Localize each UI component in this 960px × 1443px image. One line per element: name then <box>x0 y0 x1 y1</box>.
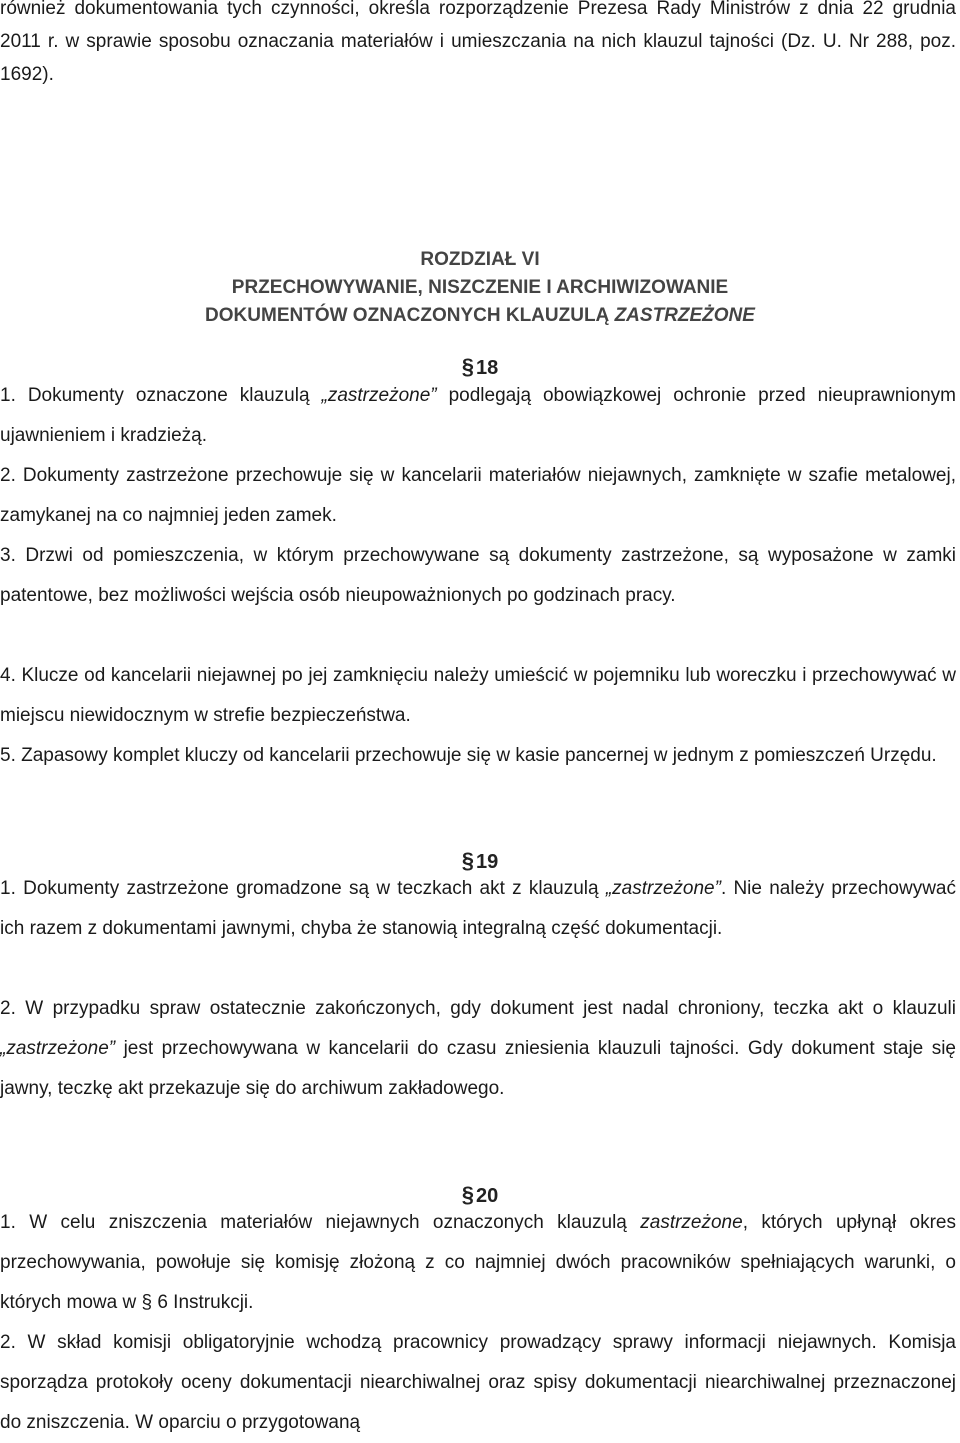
chapter-number: ROZDZIAŁ VI <box>420 249 540 270</box>
chapter-title-italic: ZASTRZEŻONE <box>614 305 755 326</box>
section-18-point-2: 2. Dokumenty zastrzeżone przechowuje się w kancelarii materiałów niejawnych, zamknięte w szafie metalowej, zamykanej na co najmniej jeden zamek. <box>0 465 956 526</box>
section-18-point-5: 5. Zapasowy komplet kluczy od kancelarii przechowuje się w kasie pancernej w jednym z pomieszczeń Urzędu. <box>0 745 937 766</box>
section-19-point-1: 1. Dokumenty zastrzeżone gromadzone są w teczkach akt z klauzulą „zastrzeżone”. Nie należy przechowywać ich razem z dokumentami jawnymi, chyba że stanowią integralną część dokumentacji. <box>0 878 956 939</box>
chapter-title-plain: DOKUMENTÓW OZNACZONYCH KLAUZULĄ <box>205 305 615 326</box>
section-20-point-1: 1. W celu zniszczenia materiałów niejawnych oznaczonych klauzulą zastrzeżone, których upłynął okres przechowywania, powołuje się komisję złożoną z co najmniej dwóch pracowników spełniających warunki, o których mowa w § 6 Instrukcji. <box>0 1212 956 1313</box>
section-18-point-3: 3. Drzwi od pomieszczenia, w którym przechowywane są dokumenty zastrzeżone, są wyposażone w zamki patentowe, bez możliwości wejścia osób nieupoważnionych po godzinach pracy. <box>0 545 956 606</box>
section-sign: § <box>461 1182 474 1207</box>
intro-paragraph: również dokumentowania tych czynności, określa rozporządzenie Prezesa Rady Ministrów z dnia 22 grudnia 2011 r. w sprawie sposobu oznaczania materiałów i umieszczania na nich klauzul tajności (Dz. U. Nr 288, poz. 1692). <box>0 0 956 85</box>
chapter-title-line1: PRZECHOWYWANIE, NISZCZENIE I ARCHIWIZOWANIE <box>231 277 729 298</box>
section-19-point-2: 2. W przypadku spraw ostatecznie zakończonych, gdy dokument jest nadal chroniony, teczka akt o klauzuli „zastrzeżone” jest przechowywana w kancelarii do czasu zniesienia klauzuli tajności. Gdy dokument staje się jawny, teczkę akt przekazuje się do archiwum zakładowego. <box>0 998 956 1099</box>
section-18-point-4: 4. Klucze od kancelarii niejawnej po jej zamknięciu należy umieścić w pojemniku lub woreczku i przechowywać w miejscu niewidocznym w strefie bezpieczeństwa. <box>0 665 956 726</box>
section-number: 19 <box>476 851 499 873</box>
section-sign: § <box>461 848 474 873</box>
section-20-point-2: 2. W skład komisji obligatoryjnie wchodzą pracownicy prowadzący sprawy informacji niejawnych. Komisja sporządza protokoły oceny dokumentacji niearchiwalnej oraz spisy dokumentacji niearchiwalnej przeznaczonej do zniszczenia. W oparciu o przygotowaną <box>0 1332 956 1433</box>
section-sign: § <box>461 354 474 379</box>
section-number: 20 <box>476 1185 499 1207</box>
chapter-title-line2 <box>0 302 960 330</box>
section-number: 18 <box>476 357 499 379</box>
section-18-point-1: 1. Dokumenty oznaczone klauzulą „zastrzeżone” podlegają obowiązkowej ochronie przed nieuprawnionym ujawnieniem i kradzieżą. <box>0 385 956 446</box>
